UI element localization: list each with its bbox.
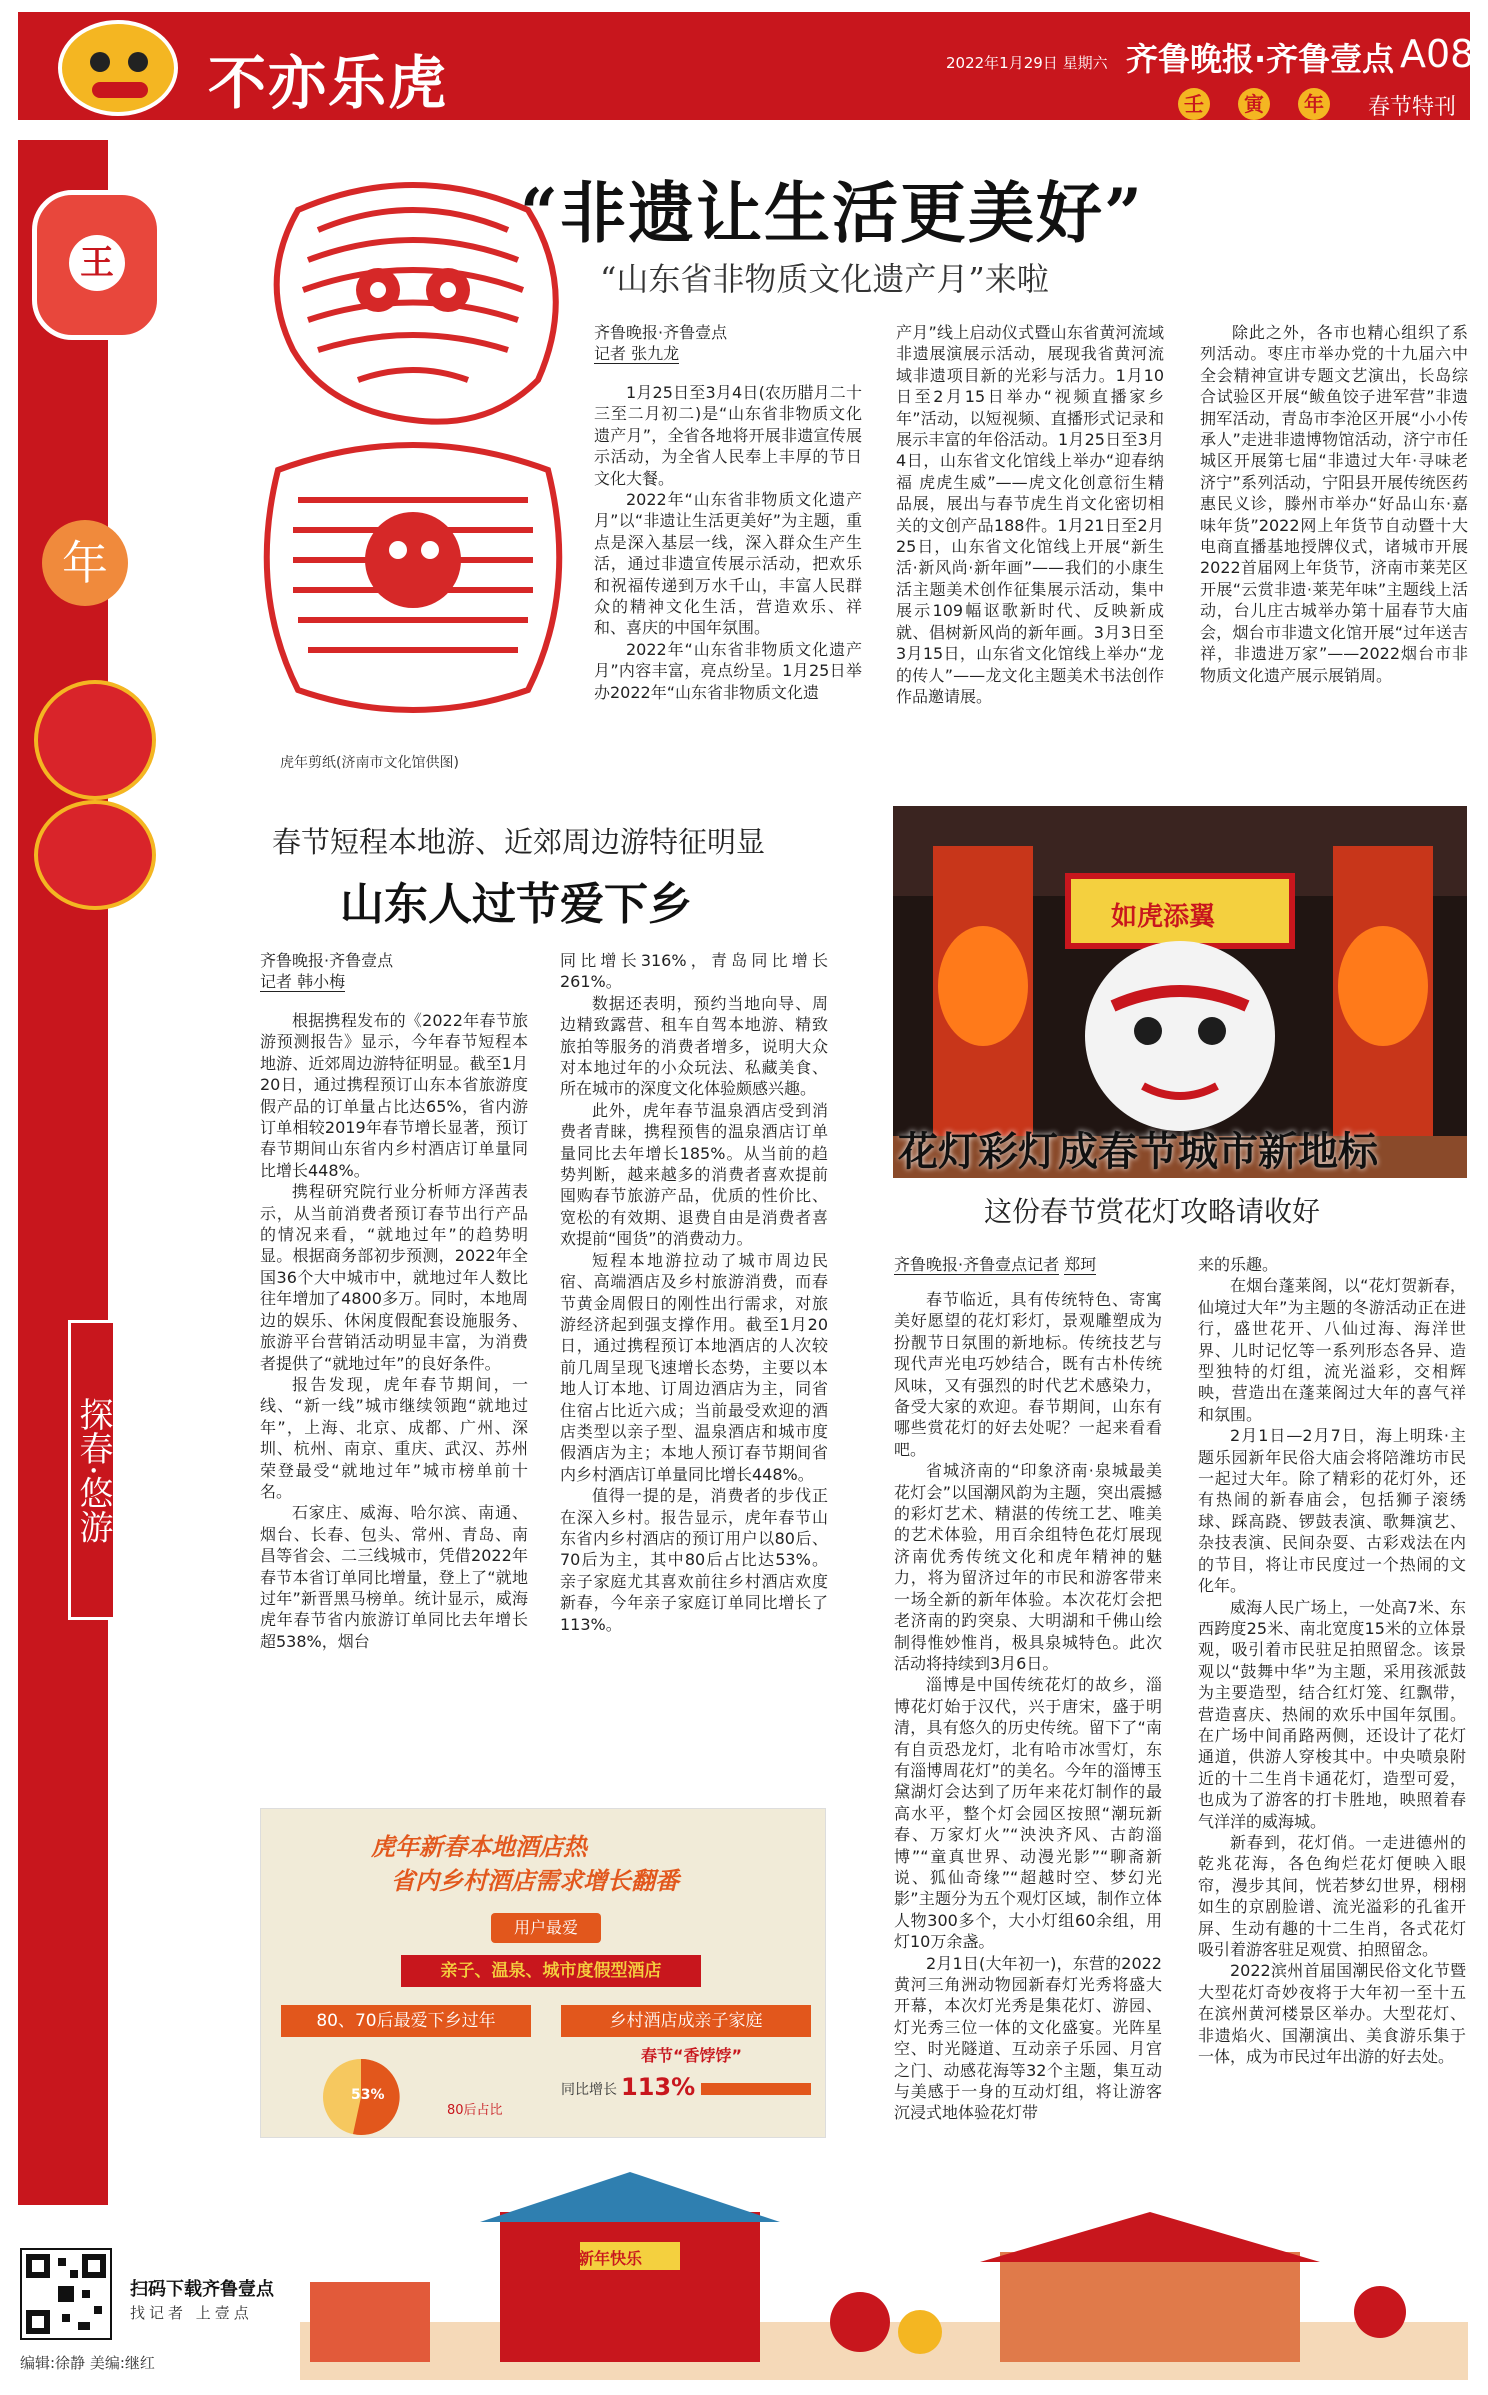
- lantern-sign: 如虎添翼: [1111, 902, 1216, 932]
- qr-code-icon: [22, 2250, 110, 2338]
- paragraph: 省城济南的“印象济南·泉城最美花灯会”以国潮风韵为主题，突出震撼的彩灯艺术、精湛的传统工艺、唯美的艺术体验，用百余组特色花灯展现济南优秀传统文化和虎年精神的魅力，将为留济过年的市民和游客带来一场全新的新年体验。本次花灯会把老济南的趵突泉、大明湖和千佛山绘制得惟妙惟肖，极具泉城特色。此次活动将持续到3月6日。: [894, 1461, 1162, 1673]
- paragraph: 根据携程发布的《2022年春节旅游预测报告》显示，今年春节短程本地游、近郊周边游特征明显。截至1月20日，通过携程预订山东本省旅游度假产品的订单量占比达65%，省内游订单相较2019年春节增长显著，预订春节期间山东省内乡村酒店订单量同比增长448%。: [260, 1011, 528, 1180]
- paragraph: 来的乐趣。: [1198, 1255, 1279, 1274]
- article3-subtitle: 这份春节赏花灯攻略请收好: [984, 1195, 1321, 1228]
- paragraph: 同比增长316%，青岛同比增长261%。: [560, 951, 828, 992]
- family-label: 乡村酒店成亲子家庭: [561, 2005, 811, 2037]
- paragraph: 数据还表明，预约当地向导、周边精致露营、租车自驾本地游、精致旅拍等服务的消费者增多，说明大众对本地过年的小众玩法、私藏美食、所在城市的深度文化体验颇感兴趣。: [560, 993, 828, 1099]
- special-edition-label: 春节特刊: [1368, 95, 1457, 120]
- red-lantern-icon: [34, 680, 156, 800]
- user-pref-label: 用户最爱: [491, 1913, 601, 1943]
- qr-code[interactable]: [20, 2248, 112, 2340]
- article2-reporter: 记者 韩小梅: [260, 972, 346, 991]
- article3-byline: 齐鲁晚报·齐鲁壹点记者 郑珂: [894, 1255, 1097, 1274]
- pct-80-label: 80后占比: [447, 2103, 503, 2118]
- tiger-badge-icon: [32, 190, 162, 340]
- editor-credits: 编辑:徐静 美编:继红: [20, 2354, 155, 2372]
- lion-head-logo-icon: [58, 20, 178, 116]
- king-mark: 王: [69, 235, 125, 291]
- paragraph: 1月25日至3月4日(农历腊月二十三至二月初二)是“山东省非物质文化遗产月”，全省各地将开展非遗宣传展示活动，为全省人民奉上丰厚的节日文化大餐。: [594, 383, 862, 488]
- masthead: [18, 12, 1475, 120]
- article3-column-2: [1198, 1254, 1466, 2164]
- growth-arrow-icon: [701, 2083, 811, 2095]
- paper-name: 齐鲁晚报·齐鲁壹点: [1126, 40, 1395, 78]
- hotel-infographic: [260, 1808, 826, 2138]
- article2-subtitle: 春节短程本地游、近郊周边游特征明显: [272, 825, 766, 859]
- paragraph: 此外，虎年春节温泉酒店受到消费者青睐，携程预售的温泉酒店订单量同比去年增长185%。从当前的趋势判断，越来越多的消费者喜欢提前囤购春节旅游产品，优质的性价比、宽松的有效期、退费自由是消费者喜欢提前“囤货”的消费动力。: [560, 1100, 828, 1249]
- growth-label: 同比增长: [561, 2082, 617, 2098]
- paragraph: 春节临近，具有传统特色、寄寓美好愿望的花灯彩灯，景观雕塑成为扮靓节日氛围的新地标。传统技艺与现代声光电巧妙结合，既有古朴传统风味，又有强烈的时代艺术感染力，备受大家的欢迎。春节期间，山东有哪些赏花灯的好去处呢？一起来看看吧。: [894, 1290, 1162, 1459]
- photo-caption: 虎年剪纸(济南市文化馆供图): [280, 755, 459, 771]
- infographic-title-1: 虎年新春本地酒店热: [371, 1833, 587, 1861]
- left-decorative-rail: [18, 140, 114, 2205]
- paragraph: 2022滨州首届国潮民俗文化节暨大型花灯奇妙夜将于大年初一至十五在滨州黄河楼景区举办。大型花灯、非遗焰火、国潮演出、美食游乐集于一体，成为市民过年出游的好去处。: [1198, 1961, 1466, 2067]
- paragraph: 2月1日—2月7日，海上明珠·主题乐园新年民俗大庙会将陪潍坊市民一起过大年。除了精彩的花灯外，还有热闹的新春庙会，包括狮子滚绣球、踩高跷、锣鼓表演、歌舞演艺、杂技表演、民间杂耍、古彩戏法在内的节目，将让市民度过一个热闹的文化年。: [1198, 1426, 1466, 1596]
- paragraph: 除此之外，各市也精心组织了系列活动。枣庄市举办党的十九届六中全会精神宣讲专题文艺演出，长岛综合试验区开展“鲅鱼饺子进军营”非遗拥军活动，青岛市李沧区开展“小小传承人”走进非遗博物馆活动，济宁市任城区开展第七届“非遗过大年·寻味老济宁”系列活动，宁阳县开展传统医药惠民义诊，滕州市举办“好品山东·嘉味年货”2022网上年货节自动暨十大电商直播基地授牌仪式，诸城市开展2022首届网上年货节，济南市莱芜区开展“云赏非遗·莱芜年味”主题线上活动，台儿庄古城举办第十届春节大庙会，烟台市非遗文化馆开展“过年送吉祥，非遗进万家”——2022烟台市非物质文化遗产展示展销周。: [1200, 323, 1468, 685]
- section-brand: 不亦乐虎: [208, 49, 449, 117]
- article1-byline: 齐鲁晚报·齐鲁壹点: [594, 323, 728, 342]
- paragraph: 2022年“山东省非物质文化遗产月”内容丰富，亮点纷呈。1月25日举办2022年“山东省非物质文化遗: [594, 639, 862, 702]
- year-circle: 年: [42, 520, 128, 606]
- article2-column-1: [260, 950, 528, 1790]
- article3-column-1: [894, 1254, 1162, 2204]
- section-label: 探春·悠游: [68, 1320, 116, 1620]
- scan-label: 扫码下载齐鲁壹点: [130, 2279, 274, 2300]
- paragraph: 新春到，花灯俏。一走进德州的乾兆花海，各色绚烂花灯便映入眼帘，漫步其间，恍若梦幻世界，栩栩如生的京剧脸谱、流光溢彩的孔雀开屏、生动有趣的十二生肖，各式花灯吸引着游客驻足观赏、拍照留念。: [1198, 1832, 1466, 1959]
- article1-title: “非遗让生活更美好”: [520, 174, 1144, 252]
- article1-column-2: [896, 322, 1164, 782]
- paragraph: 报告发现，虎年春节期间，一线、“新一线”城市继续领跑“就地过年”，上海、北京、成都、广州、深圳、杭州、南京、重庆、武汉、苏州荣登最受“就地过年”城市榜单前十名。: [260, 1374, 528, 1501]
- article1-reporter: 记者 张九龙: [594, 344, 680, 363]
- paragraph: 产月”线上启动仪式暨山东省黄河流域非遗展演展示活动，展现我省黄河流域非遗项目新的光彩与活力。1月10日至2月15日举办“视频直播家乡年”活动，以短视频、直播形式记录和展示丰富的年俗活动。1月25日至3月4日，山东省文化馆线上举办“迎春纳福 虎虎生威”——虎文化创意衍生精品展，展出与春节虎生肖文化密切相关的文创产品188件。1月21日至2月25日，山东省文化馆线上开展“新生活·新风尚·新年画”——我们的小康生活主题美术创作征集展示活动，集中展示109幅讴歌新时代、反映新成就、倡树新风尚的新年画。3月3日至3月15日，山东省文化馆线上举办“龙的传人”——龙文化主题美术书法创作作品邀请展。: [896, 323, 1164, 706]
- year-char-3: 年: [1298, 88, 1330, 120]
- age-group-label: 80、70后最爱下乡过年: [281, 2005, 531, 2037]
- article1-column-3: [1200, 322, 1468, 782]
- article3-title: 花灯彩灯成春节城市新地标: [898, 1128, 1378, 1175]
- year-char-1: 壬: [1178, 88, 1210, 120]
- red-lantern-icon: [34, 800, 156, 910]
- issue-date: 2022年1月29日 星期六: [946, 54, 1108, 72]
- user-pref-types: 亲子、温泉、城市度假型酒店: [401, 1955, 701, 1987]
- paragraph: 淄博是中国传统花灯的故乡，淄博花灯始于汉代，兴于唐宋，盛于明清，具有悠久的历史传统。留下了“南有自贡恐龙灯，北有哈市冰雪灯，东有淄博周花灯”的美名。今年的淄博玉黛湖灯会达到了历年来花灯制作的最高水平，整个灯会园区按照“潮玩新春、万家灯火”“泱泱齐风、古韵淄博”“童真世界、动漫光影”“聊斋新说、狐仙奇缘”“超越时空、梦幻光影”主题分为五个观灯区域，制作立体人物300多个，大小灯组60余组，用灯10万余盏。: [894, 1675, 1162, 1952]
- paragraph: 威海人民广场上，一处高7米、东西跨度25米、南北宽度15米的立体景观，吸引着市民驻足拍照留念。该景观以“鼓舞中华”为主题，采用孩派鼓为主要造型，结合红灯笼、红飘带，营造喜庆、热闹的欢乐中国年氛围。在广场中间甬路两侧，还设计了花灯通道，供游人穿梭其中。中央喷泉附近的十二生肖卡通花灯，造型可爱，也成为了游客的打卡胜地，映照着春气洋洋的威海城。: [1198, 1597, 1466, 1831]
- scene-sign: 新年快乐: [578, 2249, 643, 2268]
- paragraph: 2022年“山东省非物质文化遗产月”以“非遗让生活更美好”为主题，重点是深入基层一线，深入群众生产生活，通过非遗宣传展示活动，把欢乐和祝福传递到万水千山，丰富人民群众的精神文化生活，营造欢乐、祥和、喜庆的中国年氛围。: [594, 490, 862, 638]
- article2-title: 山东人过节爱下乡: [340, 879, 692, 930]
- page-number: A08: [1400, 32, 1475, 76]
- paragraph: 值得一提的是，消费者的步伐正在深入乡村。报告显示，虎年春节山东省内乡村酒店的预订用户以80后、70后为主，其中80后占比达53%。亲子家庭尤其喜欢前往乡村酒店欢度新春，今年亲子家庭订单同比增长了113%。: [560, 1486, 828, 1634]
- pct-53: 53%: [351, 2087, 385, 2103]
- article1-column-1: [594, 322, 862, 782]
- paragraph: 石家庄、威海、哈尔滨、南通、烟台、长春、包头、常州、青岛、南昌等省会、二三线城市，凭借2022年春节本省订单同比增量，登上了“就地过年”新晋黑马榜单。统计显示，威海虎年春节省内旅游订单同比去年增长超538%，烟台: [260, 1503, 528, 1651]
- reporter-label: 找记者 上壹点: [130, 2304, 253, 2322]
- paragraph: 在烟台蓬莱阁，以“花灯贺新春，仙境过大年”为主题的冬游活动正在进行，盛世花开、八仙过海、海洋世界、儿时记忆等一系列形态各异、造型独特的灯组，流光溢彩，交相辉映，营造出在蓬莱阁过大年的喜气祥和氛围。: [1198, 1276, 1466, 1424]
- paragraph: 短程本地游拉动了城市周边民宿、高端酒店及乡村旅游消费，而春节黄金周假日的刚性出行需求，对旅游经济起到强支撑作用。截至1月20日，通过携程预订本地酒店的人次较前几周呈现飞速增长态势，主要以本地人订本地、订周边酒店为主，同省住宿占比近六成；当前最受欢迎的酒店类型以亲子型、温泉酒店和城市度假酒店为主；本地人预订春节期间省内乡村酒店订单量同比增长448%。: [560, 1250, 828, 1484]
- pct-113: 113%: [621, 2073, 696, 2101]
- article2-column-2: [560, 950, 828, 1790]
- family-sub-label: 春节“香饽饽”: [641, 2046, 743, 2065]
- paragraph: 2月1日(大年初一)，东营的2022黄河三角洲动物园新春灯光秀将盛大开幕，本次灯光秀是集花灯、游园、灯光秀三位一体的文化盛宴。光阵星空、时光隧道、互动亲子乐园、月宫之门、动感花海等32个主题，集互动与美感于一身的互动灯组，将让游客沉浸式地体验花灯带: [894, 1953, 1162, 2123]
- paragraph: 携程研究院行业分析师方泽茜表示，从当前消费者预订春节出行产品的情况来看，“就地过年”的趋势明显。根据商务部初步预测，2022年全国36个大中城市中，就地过年人数比往年增加了4800多万。同时，本地周边的娱乐、休闲度假配套设施服务、旅游平台营销活动明显丰富，为消费者提供了“就地过年”的良好条件。: [260, 1182, 528, 1373]
- article2-byline: 齐鲁晚报·齐鲁壹点: [260, 951, 394, 970]
- article1-subtitle: “山东省非物质文化遗产月”来啦: [600, 260, 1049, 298]
- infographic-title-2: 省内乡村酒店需求增长翻番: [391, 1867, 679, 1895]
- festival-street-scene-image: [300, 2172, 1468, 2380]
- year-char-2: 寅: [1238, 88, 1270, 120]
